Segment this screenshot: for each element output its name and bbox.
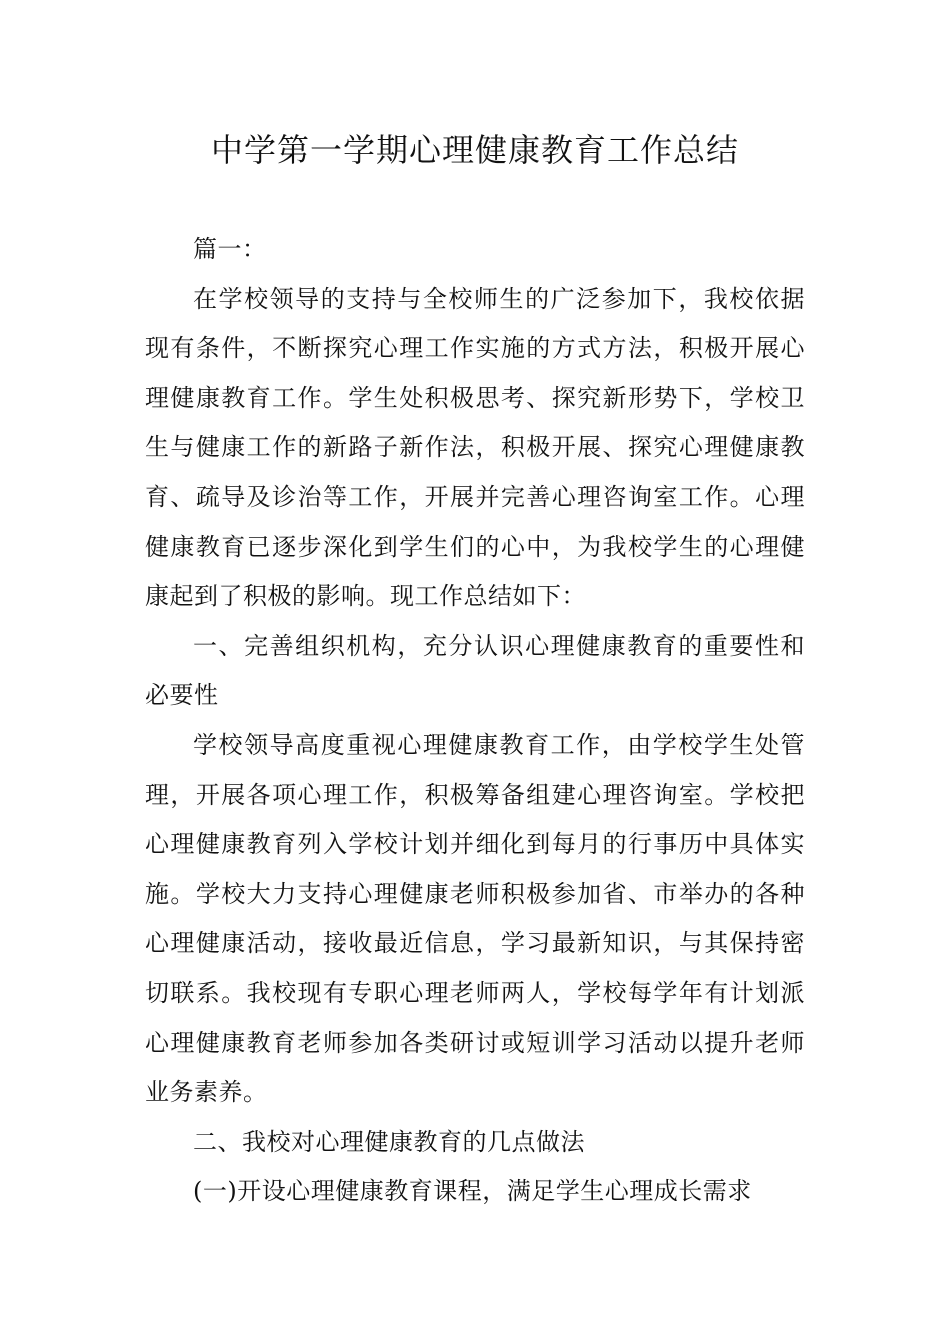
section-heading-1: 一、完善组织机构，充分认识心理健康教育的重要性和必要性: [145, 631, 805, 710]
subsection-heading-1: (一)开设心理健康教育课程，满足学生心理成长需求: [193, 1177, 752, 1206]
section-1-paragraph: 学校领导高度重视心理健康教育工作，由学校学生处管理，开展各项心理工作，积极筹备组建心理咨询室。学校把心理健康教育列入学校计划并细化到每月的行事历中具体实施。学校大力支持心理健康老师积极参加省、市举办的各种心理健康活动，接收最近信息，学习最新知识，与其保持密切联系。我校现有专职心理老师两人，学校每学年有计划派心理健康教育老师参加各类研讨或短训学习活动以提升老师业务素养。: [145, 730, 805, 1107]
section-heading-2: 二、我校对心理健康教育的几点做法: [193, 1127, 585, 1156]
document-title: 中学第一学期心理健康教育工作总结: [210, 131, 739, 169]
section-label: 篇一：: [193, 235, 267, 263]
document-body: [145, 225, 805, 1217]
intro-paragraph: 在学校领导的支持与全校师生的广泛参加下，我校依据现有条件，不断探究心理工作实施的方式方法，积极开展心理健康教育工作。学生处积极思考、探究新形势下，学校卫生与健康工作的新路子新作法，积极开展、探究心理健康教育、疏导及诊治等工作，开展并完善心理咨询室工作。心理健康教育已逐步深化到学生们的心中，为我校学生的心理健康起到了积极的影响。现工作总结如下：: [145, 284, 805, 611]
